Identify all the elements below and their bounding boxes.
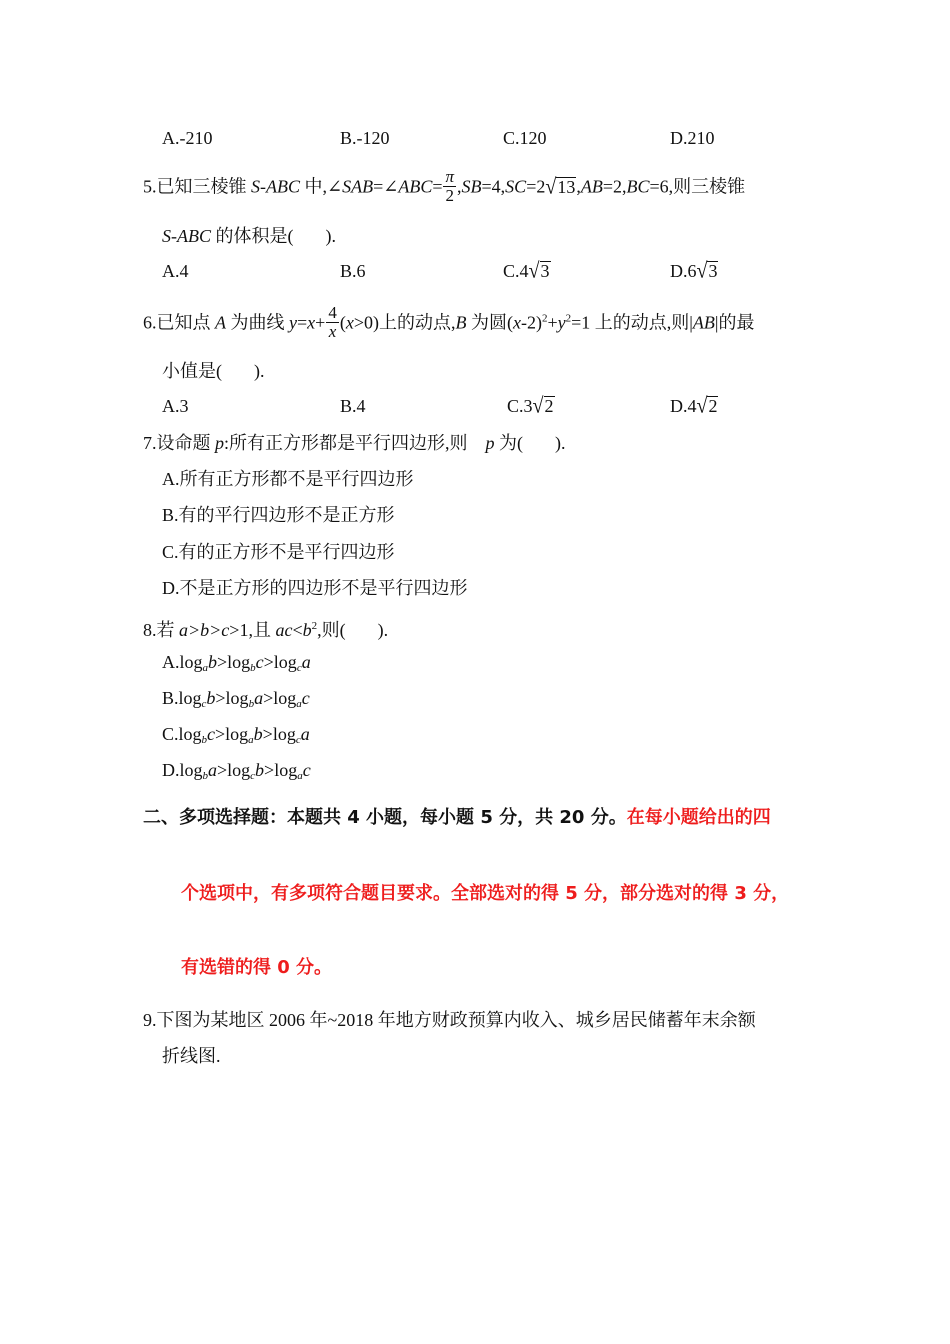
q9-stem-line2: 折线图. — [162, 1046, 221, 1066]
q5-option-d: D.6√3 — [670, 258, 718, 284]
four-over-x-fraction: $\frac{4}{x}$ — [328, 303, 337, 341]
q5-option-a: A.4 — [162, 261, 189, 281]
pi-over-2-fraction: $\frac{\pi}{2}$ — [445, 167, 455, 205]
q8-option-d: $D.\log_ba>\log_cb>\log_ac$ — [162, 760, 311, 782]
section2-heading-line3: 有选错的得 0 分。 — [181, 957, 333, 978]
section2-heading-line2: 个选项中，有多项符合题目要求。全部选对的得 5 分，部分选对的得 3 分， — [181, 883, 790, 904]
q6-option-a: A.3 — [162, 396, 189, 416]
q5-option-b: B.6 — [340, 261, 366, 281]
q7-stem: 7.设命题 p:所有正方形都是平行四边形,则 p 为( ). — [143, 433, 566, 453]
q7-option-d: D.不是正方形的四边形不是平行四边形 — [162, 578, 468, 598]
q7-option-b: B.有的平行四边形不是正方形 — [162, 505, 395, 525]
q6-option-d: D.4√2 — [670, 393, 718, 419]
section2-heading-line1: 二、多项选择题：本题共 4 小题，每小题 5 分，共 20 分。在每小题给出的四 — [143, 807, 771, 828]
q4-option-c: C.120 — [503, 128, 547, 148]
q8-option-c: $C.\log_bc>\log_ab>\log_ca$ — [162, 724, 310, 746]
q8-option-a: $A.\log_ab>\log_bc>\log_ca$ — [162, 652, 311, 674]
q7-option-a: A.所有正方形都不是平行四边形 — [162, 469, 414, 489]
q6-option-b: B.4 — [340, 396, 366, 416]
sqrt-13: √13 — [545, 174, 576, 199]
q4-option-b: B.-120 — [340, 128, 390, 148]
q5-option-c: C.4√3 — [503, 258, 550, 284]
q7-option-c: C.有的正方形不是平行四边形 — [162, 542, 395, 562]
q5-stem-line1: 5.已知三棱锥 S-ABC 中,∠SAB=∠ABC= $\frac{\pi}{2}$ ,SB=4,SC=2√13,AB=2,BC=6,则三棱锥 — [143, 167, 746, 205]
q9-stem-line1: 9.下图为某地区 2006 年~2018 年地方财政预算内收入、城乡居民储蓄年末余额 — [143, 1010, 756, 1030]
q8-option-b: $B.\log_cb>\log_ba>\log_ac$ — [162, 688, 310, 710]
q4-option-a: A.-210 — [162, 128, 213, 148]
q6-stem-line2: 小值是( ). — [162, 361, 265, 381]
q5-stem-line2: S-ABC 的体积是( ). — [162, 226, 336, 246]
q6-option-c: C.3√2 — [507, 393, 554, 419]
q8-stem: 8.若 a>b>c>1,且 $ac<b^2$,则( ). — [143, 620, 389, 640]
q6-stem-line1: 6.已知点 A 为曲线 y=x+ $\frac{4}{x}$ (x>0)上的动点,B 为圆$(x-2)^2+y^2=1$ 上的动点,则|AB|的最 — [143, 303, 755, 341]
q4-option-d: D.210 — [670, 128, 715, 148]
